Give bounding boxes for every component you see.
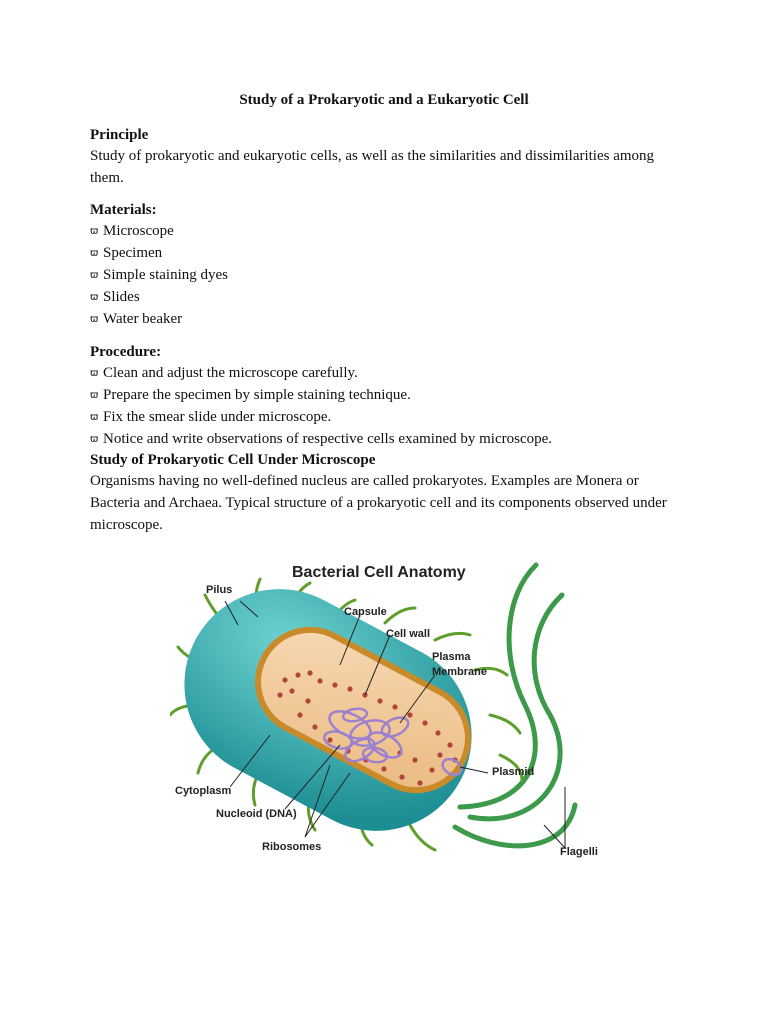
prokaryotic-text <box>90 470 690 536</box>
list-item: ϖ Prepare the specimen by simple staining technique. <box>90 384 552 406</box>
bullet-icon <box>90 369 100 379</box>
bullet-icon <box>90 391 100 401</box>
prokaryotic-heading: Study of Prokaryotic Cell Under Microscope <box>90 452 376 468</box>
label-pilus: Pilus <box>206 584 233 596</box>
materials-heading: Materials: <box>90 202 157 218</box>
principle-text <box>90 145 690 189</box>
label-cell-wall: Cell wall <box>386 628 431 640</box>
prokaryotic-line-1: Organisms having no well-defined nucleus are called prokaryotes. Examples are Monera or <box>90 473 639 489</box>
principle-line-2: them. <box>90 170 124 186</box>
bacterial-cell-figure <box>170 555 620 900</box>
bullet-icon <box>90 227 100 237</box>
prokaryotic-line-2: Bacteria and Archaea. Typical structure of a prokaryotic cell and its components observed under <box>90 495 667 511</box>
label-capsule: Capsule <box>344 606 387 618</box>
bullet-icon <box>90 293 100 303</box>
label-cytoplasm: Cytoplasm <box>175 785 232 797</box>
principle-line-1: Study of prokaryotic and eukaryotic cells, as well as the similarities and dissimilarities among <box>90 148 655 164</box>
flagella <box>455 565 575 846</box>
bullet-icon <box>90 435 100 445</box>
list-item: ϖ Slides <box>90 286 228 308</box>
bacterial-cell-illustration <box>170 555 620 900</box>
label-ribosomes: Ribosomes <box>262 841 322 853</box>
list-item: ϖ Clean and adjust the microscope carefully. <box>90 362 552 384</box>
materials-list <box>90 220 228 330</box>
procedure-heading: Procedure: <box>90 344 162 360</box>
list-item: ϖ Simple staining dyes <box>90 264 228 286</box>
list-item: ϖ Microscope <box>90 220 228 242</box>
list-item: ϖ Specimen <box>90 242 228 264</box>
list-item: ϖ Fix the smear slide under microscope. <box>90 406 552 428</box>
bullet-icon <box>90 271 100 281</box>
page-title: Study of a Prokaryotic and a Eukaryotic Cell <box>239 92 529 108</box>
label-plasma-membrane-1: Plasma <box>432 651 471 663</box>
label-flagelli: Flagelli <box>560 846 598 858</box>
principle-heading: Principle <box>90 127 149 143</box>
label-plasmid: Plasmid <box>492 766 535 778</box>
procedure-list <box>90 362 552 450</box>
bullet-icon <box>90 413 100 423</box>
bullet-icon <box>90 249 100 259</box>
list-item: ϖ Water beaker <box>90 308 228 330</box>
label-plasma-membrane-2: Membrane <box>432 666 488 678</box>
figure-title: Bacterial Cell Anatomy <box>292 564 466 581</box>
list-item: ϖ Notice and write observations of respective cells examined by microscope. <box>90 428 552 450</box>
bullet-icon <box>90 315 100 325</box>
prokaryotic-line-3: microscope. <box>90 517 163 533</box>
label-nucleoid: Nucleoid (DNA) <box>216 808 297 820</box>
